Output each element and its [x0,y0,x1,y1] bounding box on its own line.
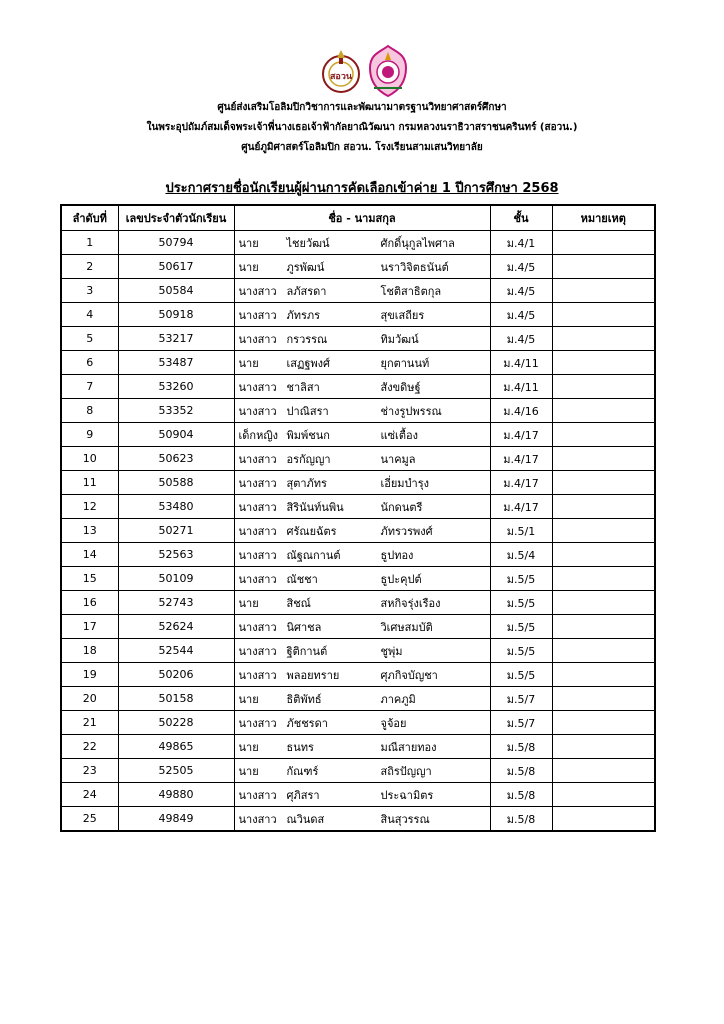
cell-note [552,495,655,519]
first-name: ธิติพัทธ์ [286,692,322,706]
table-row [61,615,655,639]
cell-no: 18 [61,639,118,663]
first-name: ธนทร [286,740,314,754]
cell-note [552,711,655,735]
last-name: แซ่เตื้อง [380,428,418,442]
cell-no: 10 [61,447,118,471]
cell-no: 8 [61,399,118,423]
name-prefix: นางสาว [238,284,277,298]
cell-grade: ม.5/8 [490,783,552,807]
cell-name [234,327,490,351]
first-name: ลภัสรดา [286,284,327,298]
cell-note [552,735,655,759]
name-prefix: นางสาว [238,500,277,514]
name-prefix: นางสาว [238,380,277,394]
name-prefix: นางสาว [238,332,277,346]
cell-grade: ม.5/8 [490,735,552,759]
table-row [61,663,655,687]
first-name: พิมพ์ชนก [286,428,330,442]
table-row [61,471,655,495]
last-name: มณีสายทอง [380,740,437,754]
table-row [61,255,655,279]
cell-student-id: 53217 [118,327,234,351]
cell-note [552,471,655,495]
table-row [61,447,655,471]
cell-note [552,759,655,783]
cell-no: 5 [61,327,118,351]
table-row [61,711,655,735]
name-prefix: นางสาว [238,524,277,538]
cell-no: 7 [61,375,118,399]
first-name: ปาณิสรา [286,404,329,418]
cell-grade: ม.4/11 [490,351,552,375]
last-name: สังขดิษฐ์ [380,380,421,394]
cell-grade: ม.4/5 [490,303,552,327]
cell-student-id: 52743 [118,591,234,615]
cell-name [234,255,490,279]
cell-no: 19 [61,663,118,687]
cell-student-id: 50228 [118,711,234,735]
last-name: นราวิจิตธนันต์ [380,260,449,274]
name-prefix: นางสาว [238,476,277,490]
name-prefix: นางสาว [238,308,277,322]
cell-no: 15 [61,567,118,591]
first-name: ศุภิสรา [286,788,320,802]
name-prefix: นางสาว [238,620,277,634]
cell-grade: ม.5/5 [490,567,552,591]
cell-name [234,759,490,783]
first-name: ภูรพัฒน์ [286,260,325,274]
cell-grade: ม.5/5 [490,663,552,687]
cell-grade: ม.4/1 [490,231,552,255]
cell-name [234,399,490,423]
last-name: ช่างรูปพรรณ [380,404,442,418]
first-name: เสฏฐพงศ์ [286,356,331,370]
cell-name [234,519,490,543]
cell-student-id: 53480 [118,495,234,519]
cell-no: 24 [61,783,118,807]
cell-grade: ม.4/11 [490,375,552,399]
cell-student-id: 50584 [118,279,234,303]
first-name: ฐิติกานต์ [286,644,328,658]
student-table [60,204,656,832]
first-name: ชาลิสา [286,380,320,394]
first-name: ศรัณยฉัตร [286,524,337,538]
first-name: ณวินดส [286,812,325,826]
table-body [61,231,655,832]
cell-no: 25 [61,807,118,832]
last-name: สหกิจรุ่งเรือง [380,596,441,610]
last-name: จูจ้อย [380,716,407,730]
cell-student-id: 50617 [118,255,234,279]
last-name: นาคมูล [380,452,416,466]
cell-name [234,231,490,255]
cell-student-id: 52624 [118,615,234,639]
name-prefix: นาย [238,596,259,610]
name-prefix: นางสาว [238,404,277,418]
cell-no: 17 [61,615,118,639]
last-name: ภัทรวรพงศ์ [380,524,433,538]
cell-student-id: 50623 [118,447,234,471]
cell-name [234,615,490,639]
cell-no: 3 [61,279,118,303]
cell-note [552,615,655,639]
cell-name [234,807,490,832]
cell-grade: ม.4/17 [490,423,552,447]
cell-student-id: 49865 [118,735,234,759]
name-prefix: นางสาว [238,572,277,586]
cell-note [552,423,655,447]
cell-grade: ม.5/7 [490,711,552,735]
cell-student-id: 52505 [118,759,234,783]
cell-grade: ม.5/8 [490,759,552,783]
name-prefix: นาย [238,356,259,370]
cell-name [234,567,490,591]
cell-name [234,495,490,519]
cell-no: 2 [61,255,118,279]
cell-student-id: 50904 [118,423,234,447]
cell-grade: ม.5/8 [490,807,552,832]
table-row [61,783,655,807]
cell-name [234,639,490,663]
cell-name [234,375,490,399]
col-header-id: เลขประจำตัวนักเรียน [118,205,234,231]
first-name: สุตาภัทร [286,476,327,490]
cell-no: 4 [61,303,118,327]
cell-note [552,255,655,279]
cell-note [552,375,655,399]
cell-no: 11 [61,471,118,495]
cell-grade: ม.5/1 [490,519,552,543]
cell-name [234,471,490,495]
last-name: สถิรปัญญา [380,764,432,778]
cell-grade: ม.5/5 [490,615,552,639]
first-name: ภัทรภร [286,308,321,322]
first-name: ณัฐณกานต์ [286,548,341,562]
cell-student-id: 52544 [118,639,234,663]
cell-note [552,351,655,375]
cell-grade: ม.5/5 [490,591,552,615]
cell-grade: ม.4/17 [490,471,552,495]
first-name: ณัชชา [286,572,318,586]
name-prefix: นางสาว [238,716,277,730]
cell-no: 12 [61,495,118,519]
cell-student-id: 49849 [118,807,234,832]
cell-student-id: 50271 [118,519,234,543]
table-row [61,687,655,711]
table-row [61,303,655,327]
cell-name [234,591,490,615]
cell-name [234,687,490,711]
name-prefix: นาย [238,260,259,274]
last-name: สินสุวรรณ [380,812,430,826]
cell-name [234,663,490,687]
table-row [61,807,655,832]
cell-grade: ม.4/5 [490,279,552,303]
first-name: นิศาชล [286,620,322,634]
cell-note [552,783,655,807]
cell-note [552,303,655,327]
cell-name [234,735,490,759]
last-name: วิเศษสมบัติ [380,620,433,634]
table-row [61,375,655,399]
cell-student-id: 50794 [118,231,234,255]
last-name: สุขเสถียร [380,308,425,322]
table-row [61,351,655,375]
cell-grade: ม.4/17 [490,495,552,519]
header-line-1: ศูนย์ส่งเสริมโอลิมปิกวิชาการและพัฒนามาตรฐานวิทยาศาสตร์ศึกษา [217,102,507,113]
cell-grade: ม.4/16 [490,399,552,423]
cell-no: 23 [61,759,118,783]
last-name: โชติสาธิตกุล [380,284,442,298]
cell-name [234,447,490,471]
cell-note [552,663,655,687]
cell-name [234,351,490,375]
first-name: สิชณ์ [286,596,311,610]
cell-grade: ม.5/7 [490,687,552,711]
table-row [61,759,655,783]
cell-note [552,687,655,711]
cell-no: 14 [61,543,118,567]
table-row [61,495,655,519]
first-name: กัณฑร์ [286,764,319,778]
cell-name [234,423,490,447]
table-row [61,399,655,423]
cell-no: 6 [61,351,118,375]
svg-text:สอวน: สอวน [329,72,353,82]
name-prefix: นางสาว [238,452,277,466]
cell-name [234,303,490,327]
cell-no: 16 [61,591,118,615]
cell-name [234,279,490,303]
last-name: ศักดิ์นุกูลไพศาล [380,236,455,250]
last-name: นักดนตรี [380,500,423,514]
cell-name [234,783,490,807]
cell-student-id: 52563 [118,543,234,567]
cell-note [552,639,655,663]
cell-note [552,231,655,255]
cell-note [552,543,655,567]
table-row [61,327,655,351]
cell-student-id: 50109 [118,567,234,591]
col-header-name: ชื่อ - นามสกุล [234,205,490,231]
col-header-no: ลำดับที่ [61,205,118,231]
first-name: อรกัญญา [286,452,331,466]
last-name: ยุกตานนท์ [380,356,430,370]
name-prefix: นาย [238,236,259,250]
table-row [61,591,655,615]
cell-grade: ม.4/17 [490,447,552,471]
cell-student-id: 50158 [118,687,234,711]
name-prefix: นาย [238,740,259,754]
last-name: ภาคภูมิ [380,692,416,706]
cell-note [552,279,655,303]
name-prefix: นางสาว [238,788,277,802]
cell-note [552,447,655,471]
cell-note [552,327,655,351]
cell-student-id: 49880 [118,783,234,807]
cell-note [552,567,655,591]
cell-note [552,591,655,615]
cell-no: 9 [61,423,118,447]
cell-no: 21 [61,711,118,735]
table-row [61,423,655,447]
name-prefix: นางสาว [238,668,277,682]
cell-student-id: 53260 [118,375,234,399]
name-prefix: เด็กหญิง [238,428,279,442]
last-name: ทิมวัฒน์ [380,332,419,346]
table-row [61,735,655,759]
cell-student-id: 53487 [118,351,234,375]
header-line-2: ในพระอุปถัมภ์สมเด็จพระเจ้าพี่นางเธอเจ้าฟ้ากัลยาณิวัฒนา กรมหลวงนราธิวาสราชนครินทร์ (สอวน.) [146,122,578,133]
name-prefix: นางสาว [238,644,277,658]
cell-grade: ม.5/4 [490,543,552,567]
col-header-grade: ชั้น [490,205,552,231]
cell-no: 20 [61,687,118,711]
cell-no: 22 [61,735,118,759]
first-name: ภัชชรดา [286,716,328,730]
cell-no: 1 [61,231,118,255]
cell-note [552,399,655,423]
last-name: ศุภกิจบัญชา [380,668,438,682]
last-name: ธูปะคุปต์ [380,572,422,586]
header-line-3: ศูนย์ภูมิศาสตร์โอลิมปิก สอวน. โรงเรียนสามเสนวิทยาลัย [241,142,483,153]
last-name: ชูพุ่ม [380,644,403,658]
name-prefix: นางสาว [238,548,277,562]
cell-name [234,543,490,567]
logo-group [0,44,724,100]
posn-logo [318,46,364,96]
table-row [61,279,655,303]
cell-grade: ม.4/5 [490,327,552,351]
first-name: กรวรรณ [286,332,328,346]
name-prefix: นาย [238,692,259,706]
name-prefix: นางสาว [238,812,277,826]
name-prefix: นาย [238,764,259,778]
table-row [61,519,655,543]
cell-student-id: 50918 [118,303,234,327]
last-name: ประฉามิตร [380,788,434,802]
first-name: ไชยวัฒน์ [286,236,330,250]
cell-name [234,711,490,735]
cell-note [552,807,655,832]
table-header-row [61,205,655,231]
cell-no: 13 [61,519,118,543]
cell-student-id: 50588 [118,471,234,495]
first-name: พลอยทราย [286,668,340,682]
table-row [61,639,655,663]
table-row [61,543,655,567]
table-row [61,231,655,255]
cell-student-id: 53352 [118,399,234,423]
cell-grade: ม.4/5 [490,255,552,279]
page-title: ประกาศรายชื่อนักเรียนผู้ผ่านการคัดเลือกเข้าค่าย 1 ปีการศึกษา 2568 [165,181,559,196]
table-row [61,567,655,591]
first-name: สิรินันท์นพิน [286,500,344,514]
cell-student-id: 50206 [118,663,234,687]
cell-grade: ม.5/5 [490,639,552,663]
school-emblem [366,44,410,98]
cell-note [552,519,655,543]
col-header-note: หมายเหตุ [552,205,655,231]
last-name: ธูปทอง [380,548,414,562]
last-name: เอี่ยมบำรุง [380,476,430,490]
